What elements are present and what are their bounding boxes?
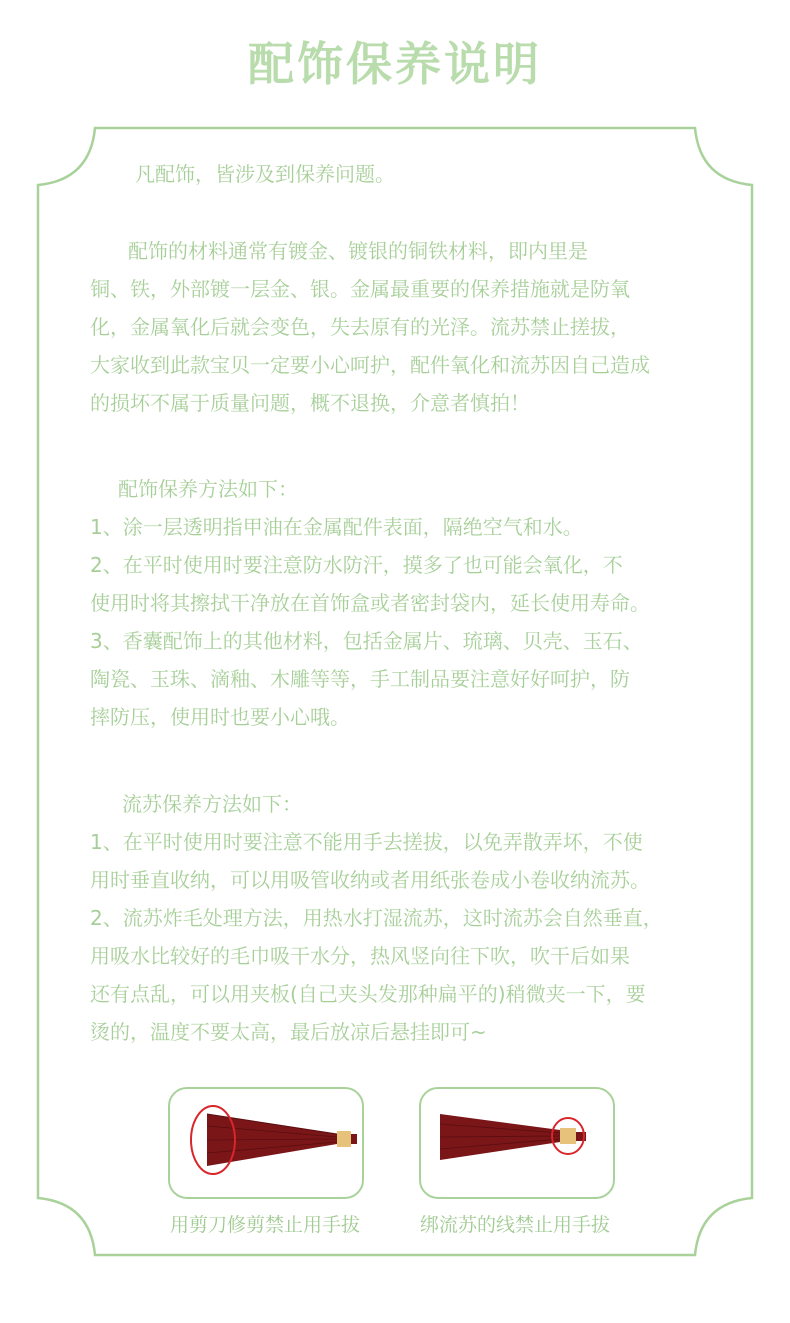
accessory-care-line: 使用时将其擦拭干净放在首饰盒或者密封袋内，延长使用寿命。	[90, 591, 650, 615]
tassel-care-line: 用吸水比较好的毛巾吸干水分，热风竖向往下吹，吹干后如果	[90, 944, 630, 968]
accessory-care-section	[90, 470, 730, 736]
accessory-care-heading: 配饰保养方法如下：	[118, 477, 298, 501]
caption-binding: 绑流苏的线禁止用手拔	[420, 1214, 611, 1236]
tassel-care-line: 2、流苏炸毛处理方法，用热水打湿流苏，这时流苏会自然垂直，	[90, 906, 663, 930]
accessory-care-line: 1、涂一层透明指甲油在金属配件表面，隔绝空气和水。	[90, 515, 583, 539]
tassel-care-line: 还有点乱，可以用夹板(自己夹头发那种扁平的)稍微夹一下，要	[90, 982, 646, 1006]
accessory-care-line: 摔防压，使用时也要小心哦。	[90, 705, 350, 729]
material-line: 化，金属氧化后就会变色，失去原有的光泽。流苏禁止搓拔，	[90, 315, 630, 339]
material-line: 的损坏不属于质量问题，概不退换，介意者慎拍！	[90, 391, 530, 415]
tassel-trim-end-icon	[167, 1086, 365, 1200]
caption-trim: 用剪刀修剪禁止用手拔	[170, 1214, 361, 1236]
intro-line: 凡配饰，皆涉及到保养问题。	[135, 162, 395, 186]
intro-text	[135, 155, 775, 193]
material-line: 大家收到此款宝贝一定要小心呵护，配件氧化和流苏因自己造成	[90, 353, 650, 377]
accessory-care-line: 2、在平时使用时要注意防水防汗，摸多了也可能会氧化，不	[90, 553, 623, 577]
tassel-care-line: 1、在平时使用时要注意不能用手去搓拔，以免弄散弄坏，不使	[90, 830, 643, 854]
material-paragraph	[90, 232, 730, 422]
material-line: 铜、铁，外部镀一层金、银。金属最重要的保养措施就是防氧	[90, 277, 630, 301]
tassel-care-section	[90, 785, 730, 1051]
accessory-care-line: 3、香囊配饰上的其他材料，包括金属片、琉璃、贝壳、玉石、	[90, 629, 643, 653]
material-line: 配饰的材料通常有镀金、镀银的铜铁材料，即内里是	[128, 239, 588, 263]
tassel-care-heading: 流苏保养方法如下：	[122, 792, 302, 816]
tassel-care-line: 烫的，温度不要太高，最后放凉后悬挂即可~	[90, 1020, 487, 1044]
accessory-care-line: 陶瓷、玉珠、滴釉、木雕等等，手工制品要注意好好呵护，防	[90, 667, 630, 691]
tassel-binding-thread-icon	[418, 1086, 616, 1200]
page-title: 配饰保养说明	[248, 37, 542, 91]
tassel-care-line: 用时垂直收纳，可以用吸管收纳或者用纸张卷成小卷收纳流苏。	[90, 868, 650, 892]
